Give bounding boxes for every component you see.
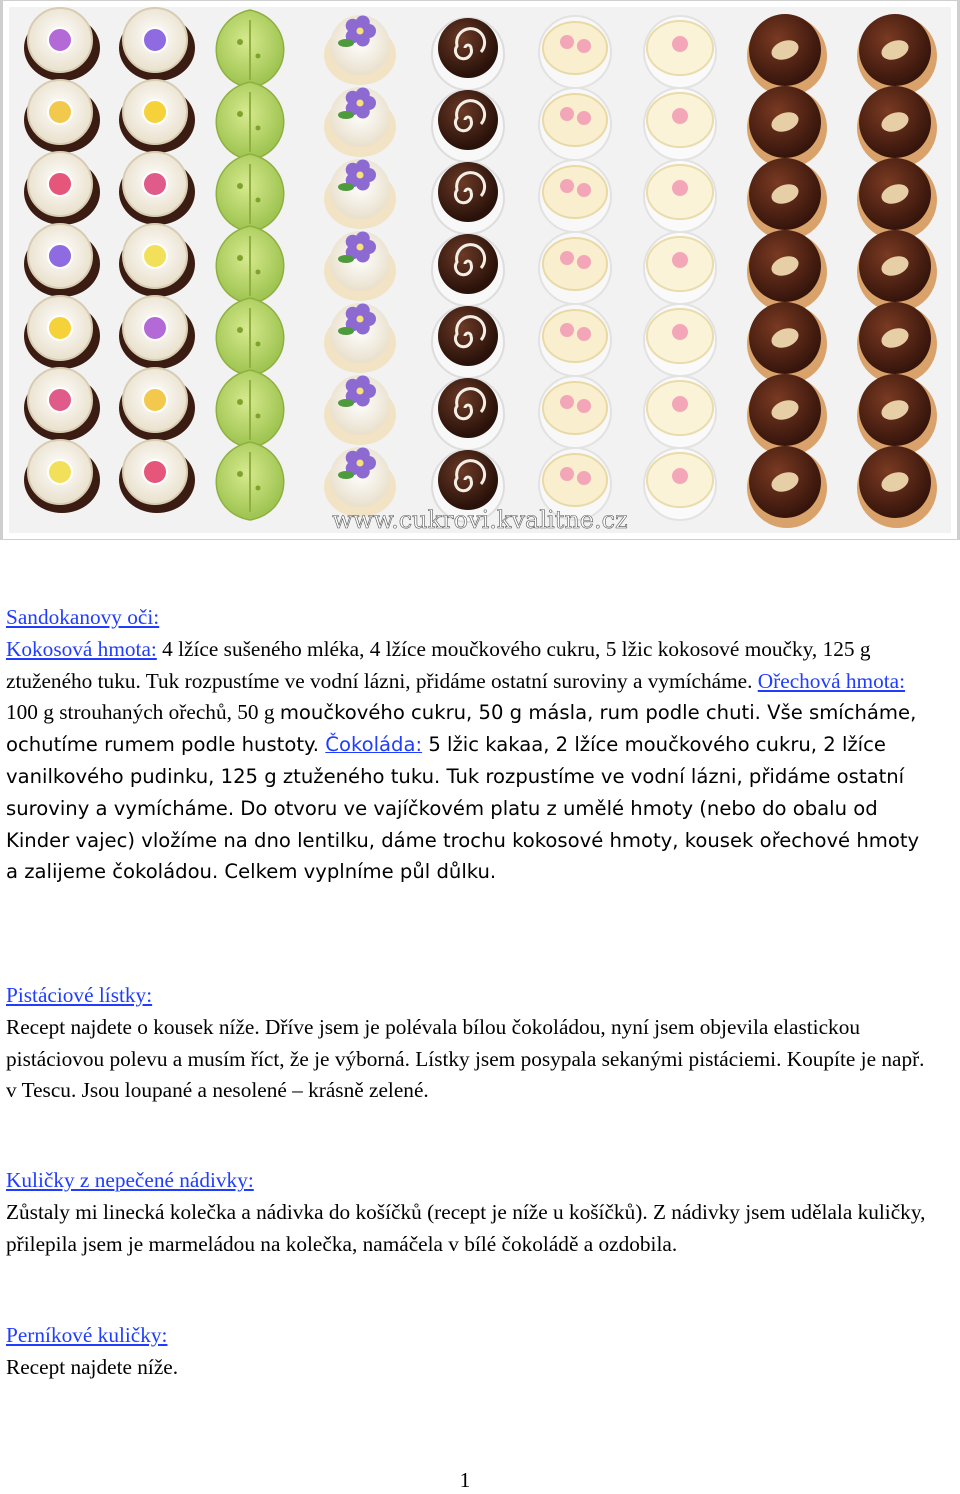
candy-centre — [143, 28, 167, 52]
candy-centre — [48, 28, 72, 52]
label-orechova-hmota: Ořechová hmota: — [757, 668, 906, 693]
dark-praline — [438, 90, 498, 150]
flower-centre — [357, 244, 364, 251]
leaf — [338, 183, 354, 191]
violet-petal — [356, 303, 370, 317]
candy-centre — [143, 244, 167, 268]
pink-flower — [560, 179, 574, 193]
candy-centre — [143, 316, 167, 340]
pink-flower — [672, 36, 688, 52]
pink-flower — [672, 396, 688, 412]
candy-centre — [143, 388, 167, 412]
pistachio-crumb — [237, 183, 243, 189]
flower-centre — [357, 460, 364, 467]
heading-pernikove-kulicky: Perníkové kuličky: — [6, 1323, 168, 1347]
violet-petal — [356, 159, 370, 173]
dark-praline — [438, 234, 498, 294]
candy-centre — [48, 172, 72, 196]
pink-flower — [577, 183, 591, 197]
text-orechova-hmota-a: 100 g strouhaných ořechů, 50 g — [6, 700, 280, 725]
text-orechova-hmota-b: moučkového cukru, 50 g másla, rum podle chuti. Vše smícháme, ochutíme rumem podle hustoty. — [6, 701, 917, 757]
heading-kulicky: Kuličky z nepečené nádivky: — [6, 1168, 254, 1192]
pink-flower — [577, 327, 591, 341]
pistachio-crumb — [256, 486, 261, 491]
pistachio-crumb — [237, 39, 243, 45]
white-basket — [543, 310, 607, 362]
pistachio-crumb — [256, 270, 261, 275]
pink-flower — [560, 107, 574, 121]
dark-praline — [438, 378, 498, 438]
pistachio-crumb — [256, 126, 261, 131]
pink-flower — [560, 35, 574, 49]
candy-centre — [48, 388, 72, 412]
label-cokolada: Čokoláda: — [325, 733, 423, 757]
candy-centre — [143, 460, 167, 484]
pink-flower — [577, 111, 591, 125]
heading-pistaciove-listky: Pistáciové lístky: — [6, 983, 153, 1007]
text-pistaciove-listky: Recept najdete o kousek níže. Dříve jsem je polévala bílou čokoládou, nyní jsem objevila elastickou pistáciovou polevu a musím říct, že je výborná. Lístky jsem posypala sekanými pistáciemi. Koupíte je např. v Tescu. Jsou loupané a nesolené – krásně zelené. — [6, 1014, 925, 1103]
pistachio-crumb — [237, 327, 243, 333]
flower-centre — [357, 388, 364, 395]
pistachio-crumb — [256, 198, 261, 203]
pistachio-crumb — [256, 342, 261, 347]
violet-petal — [356, 87, 370, 101]
candy-centre — [48, 460, 72, 484]
pink-flower — [577, 255, 591, 269]
candy-centre — [48, 316, 72, 340]
pink-flower — [560, 251, 574, 265]
pistachio-crumb — [237, 399, 243, 405]
pink-flower — [560, 467, 574, 481]
candy-centre — [143, 100, 167, 124]
white-basket — [543, 382, 607, 434]
pink-flower — [560, 395, 574, 409]
white-basket — [543, 238, 607, 290]
violet-petal — [356, 447, 370, 461]
flower-centre — [357, 316, 364, 323]
text-kokosova-hmota: 4 lžíce sušeného mléka, 4 lžíce moučkového cukru, 5 lžic kokosové moučky, 125 g ztuženého tuku. Tuk rozpustíme ve vodní lázni, přidáme ostatní suroviny a vymícháme. — [6, 636, 871, 693]
dark-praline — [438, 450, 498, 510]
leaf — [338, 327, 354, 335]
section-kulicky — [6, 1165, 936, 1260]
pink-flower — [672, 180, 688, 196]
violet-petal — [356, 231, 370, 245]
leaf — [338, 39, 354, 47]
white-basket — [543, 166, 607, 218]
text-cokolada: 5 lžic kakaa, 2 lžíce moučkového cukru, 2 lžíce vanilkového pudinku, 125 g ztuženého tuku. Tuk rozpustíme ve vodní lázni, přidáme ostatní suroviny a vymícháme. — [6, 733, 905, 820]
candy-centre — [48, 100, 72, 124]
leaf — [338, 471, 354, 479]
pistachio-crumb — [237, 471, 243, 477]
pink-flower — [672, 108, 688, 124]
text-postup: Do otvoru ve vajíčkovém platu z umělé hmoty (nebo do obalu od Kinder vajec) vložíme na dno lentilku, dáme trochu kokosové hmoty, kousek ořechové hmoty a zalijeme čokoládou. Celkem vyplníme půl důlku. — [6, 796, 920, 884]
dark-praline — [438, 162, 498, 222]
photo-watermark: www.cukrovi.kvalitne.cz — [332, 506, 628, 534]
pistachio-crumb — [237, 255, 243, 261]
leaf — [338, 255, 354, 263]
flower-centre — [357, 100, 364, 107]
text-kulicky: Zůstaly mi linecká kolečka a nádivka do košíčků (recept je níže u košíčků). Z nádivky jsem udělala kuličky, přilepila jsem je marmeládou na kolečka, namáčela v bílé čokoládě a ozdobila. — [6, 1199, 926, 1256]
white-basket — [543, 94, 607, 146]
pink-flower — [577, 39, 591, 53]
pink-flower — [577, 399, 591, 413]
text-pernikove-kulicky: Recept najdete níže. — [6, 1354, 179, 1379]
pink-flower — [672, 468, 688, 484]
dark-praline — [438, 306, 498, 366]
section-pistaciove-listky — [6, 980, 936, 1107]
pink-flower — [560, 323, 574, 337]
pink-flower — [672, 324, 688, 340]
heading-sandokanovy-oci: Sandokanovy oči: — [6, 605, 160, 629]
leaf — [338, 111, 354, 119]
white-basket — [543, 22, 607, 74]
page-number: 1 — [459, 1468, 471, 1492]
dark-praline — [438, 18, 498, 78]
flower-centre — [357, 28, 364, 35]
pistachio-crumb — [256, 414, 261, 419]
violet-petal — [356, 375, 370, 389]
flower-centre — [357, 172, 364, 179]
leaf — [338, 399, 354, 407]
cookie-photo — [0, 0, 960, 540]
candy-centre — [48, 244, 72, 268]
pistachio-crumb — [256, 54, 261, 59]
pink-flower — [577, 471, 591, 485]
candy-centre — [143, 172, 167, 196]
violet-petal — [356, 15, 370, 29]
section-sandokanovy-oci — [6, 602, 936, 888]
pistachio-crumb — [237, 111, 243, 117]
label-kokosova-hmota: Kokosová hmota: — [6, 636, 157, 661]
pink-flower — [672, 252, 688, 268]
white-basket — [543, 454, 607, 506]
section-pernikove-kulicky — [6, 1320, 936, 1384]
